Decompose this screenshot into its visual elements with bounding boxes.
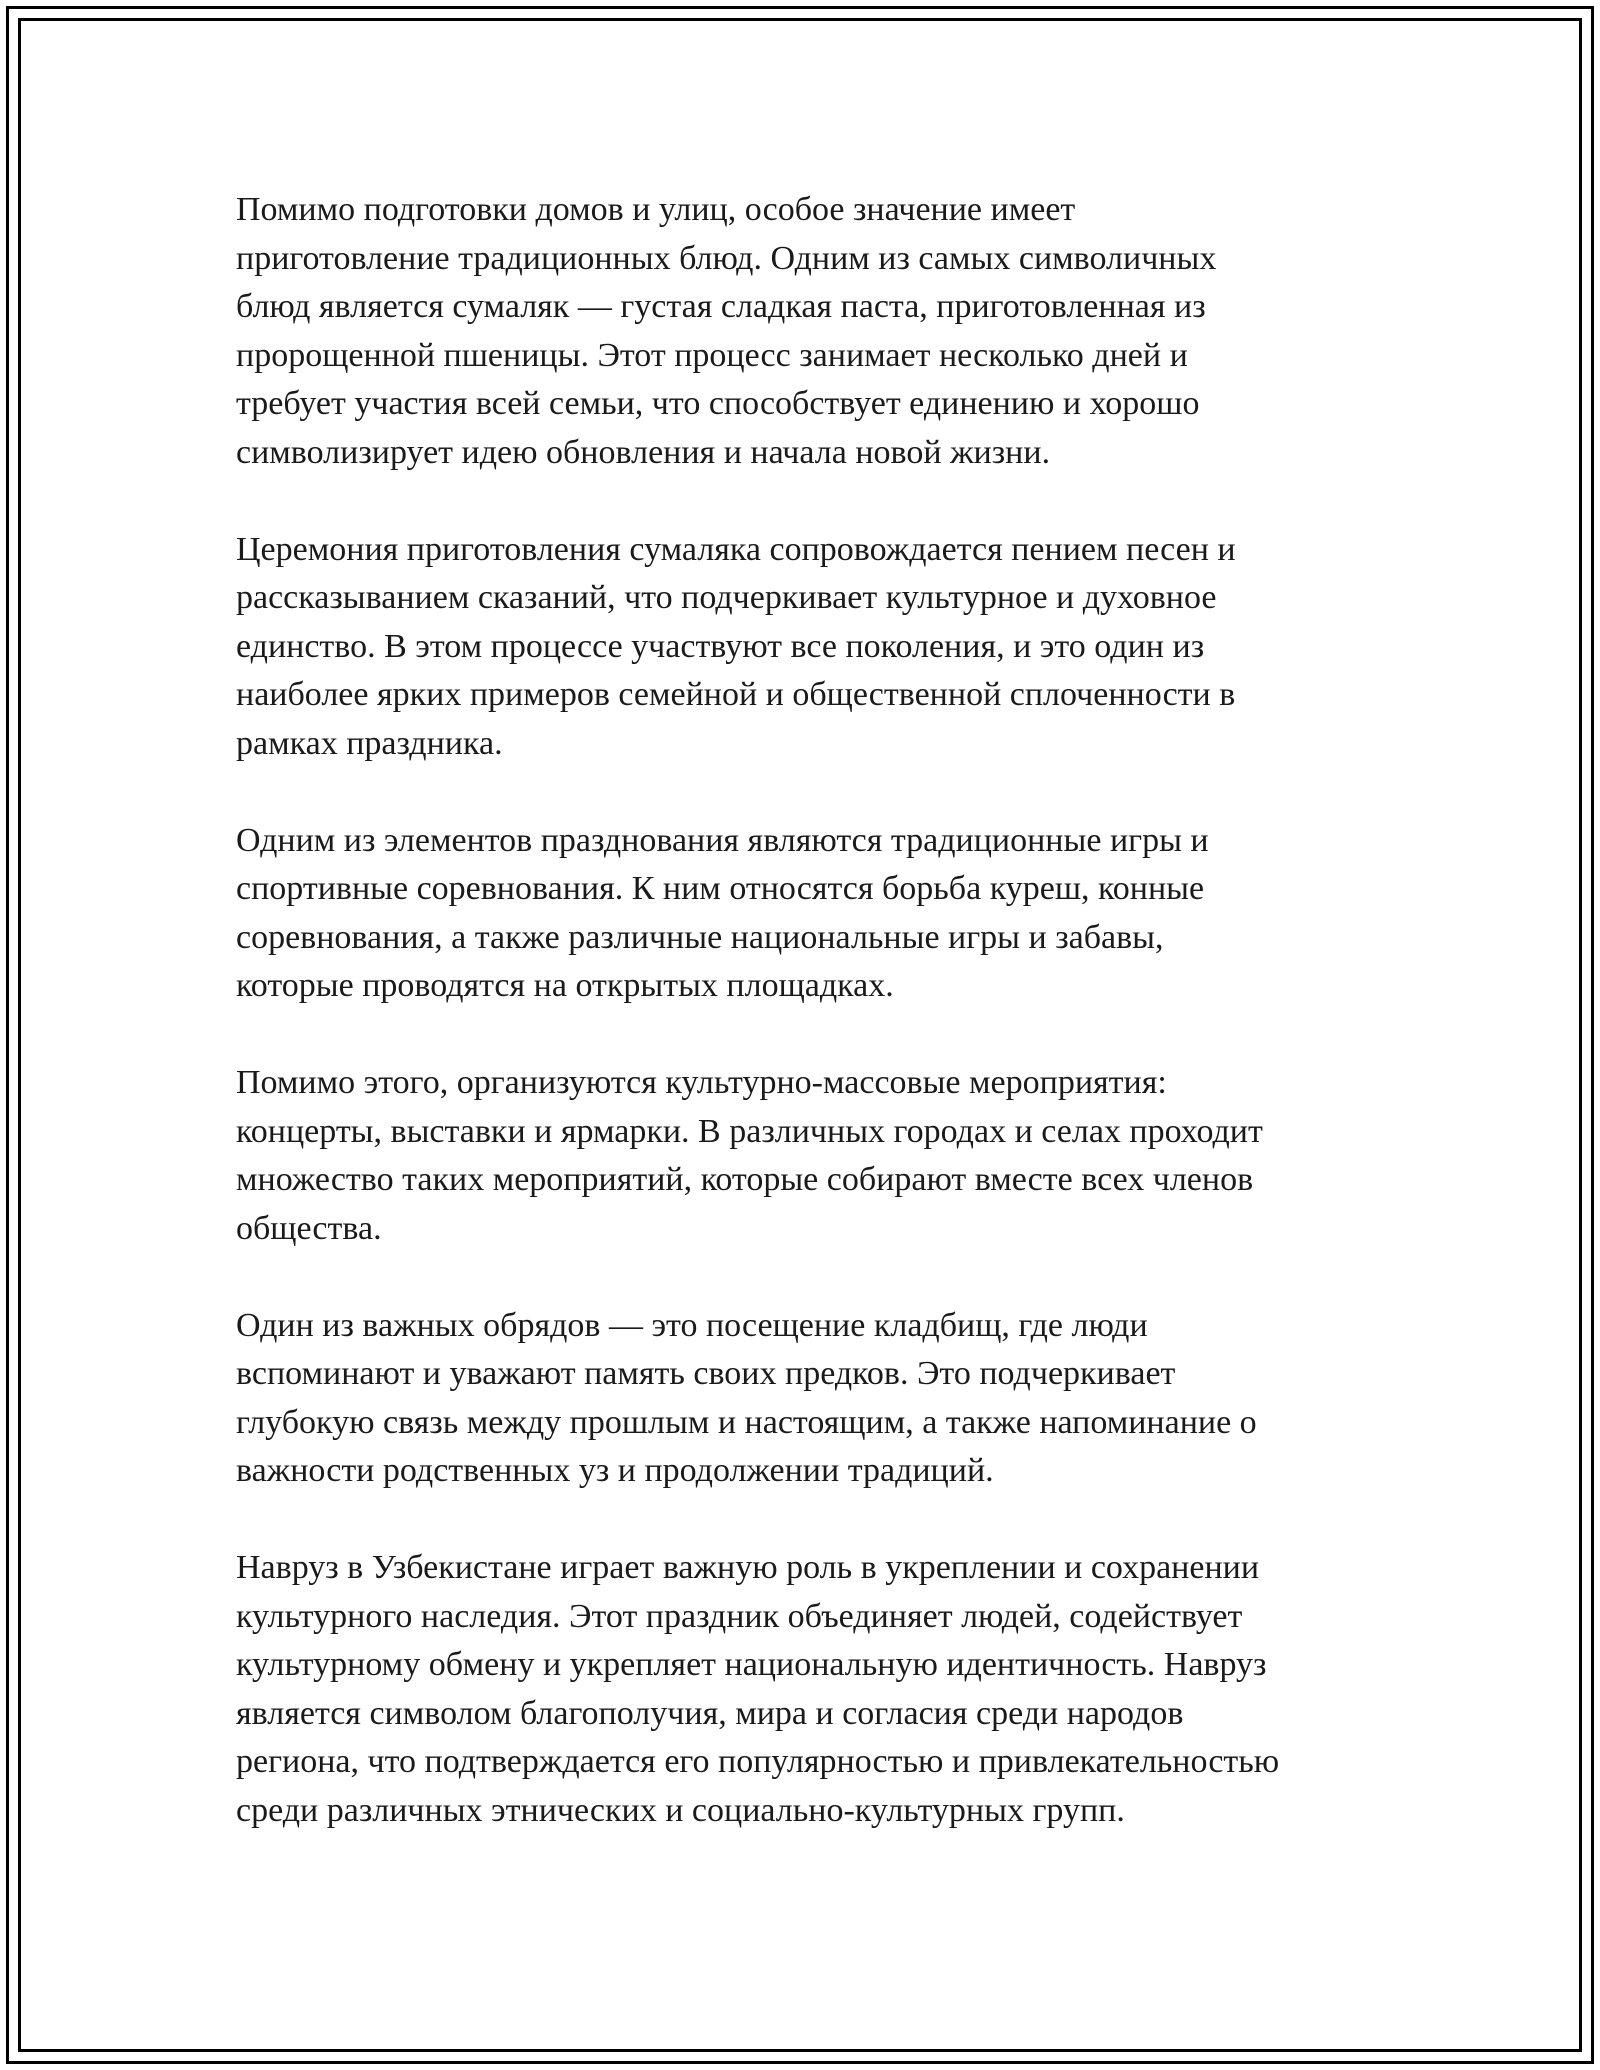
paragraph-sumalak-ceremony: Церемония приготовления сумаляка сопровождается пением песен и рассказыванием сказаний, что подчеркивает культурное и духовное единство. В этом процессе участвуют все поколения, и это один из наиболее ярких примеров семейной и общественной сплоченности в рамках праздника. [236, 530, 1236, 762]
paragraph-cultural-events: Помимо этого, организуются культурно-массовые мероприятия: концерты, выставки и ярмарки. В различных городах и селах проходит множество таких мероприятий, которые собирают вместе всех членов общества. [236, 1064, 1263, 1247]
document-body [236, 186, 1366, 1884]
paragraph-navruz-significance: Навруз в Узбекистане играет важную роль в укреплении и сохранении культурного наследия. Этот праздник объединяет людей, содействует культурному обмену и укрепляет национальную идентичность. Навруз является символом благополучия, мира и согласия среди народов региона, что подтверждается его популярностью и привлекательностью среди различных этнических и социально-культурных групп. [236, 1549, 1280, 1829]
paragraph-traditional-games: Одним из элементов празднования являются традиционные игры и спортивные соревнования. К ним относятся борьба куреш, конные соревнования, а также различные национальные игры и забавы, которые проводятся на открытых площадках. [236, 821, 1209, 1004]
paragraph-sumalak-preparation: Помимо подготовки домов и улиц, особое значение имеет приготовление традиционных блюд. Одним из самых символичных блюд является сумаляк — густая сладкая паста, приготовленная из пророщенной пшеницы. Этот процесс занимает несколько дней и требует участия всей семьи, что способствует единению и хорошо символизирует идею обновления и начала новой жизни. [236, 191, 1217, 471]
paragraph-cemetery-visits: Один из важных обрядов — это посещение кладбищ, где люди вспоминают и уважают память своих предков. Это подчеркивает глубокую связь между прошлым и настоящим, а также напоминание о важности родственных уз и продолжении традиций. [236, 1306, 1257, 1489]
